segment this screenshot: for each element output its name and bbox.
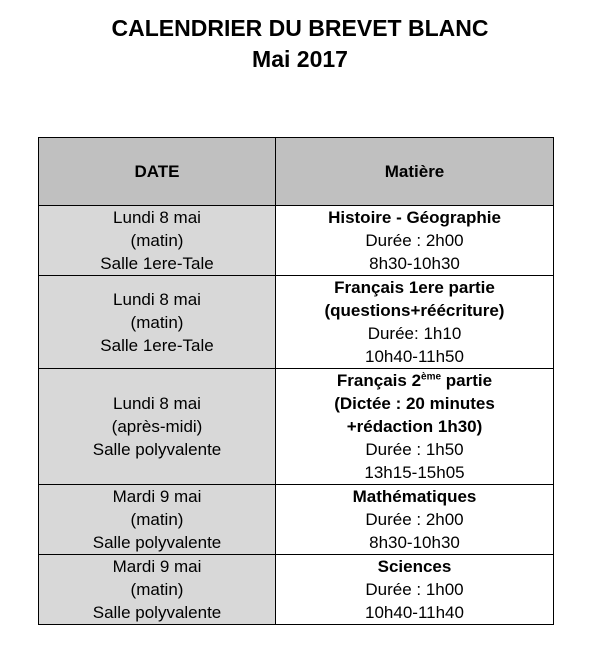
date-room: Salle polyvalente: [92, 533, 222, 552]
subject-cell: [276, 369, 554, 485]
page-subtitle: Mai 2017: [252, 46, 348, 72]
table-row: [39, 206, 554, 276]
subject-cell: [276, 276, 554, 369]
date-room: Salle 1ere-Tale: [100, 335, 214, 355]
column-header-subject: Matière: [276, 138, 554, 206]
date-day: Lundi 8 mai: [113, 394, 201, 413]
date-period: (matin): [130, 510, 184, 529]
subject-name-detail: (Dictée : 20 minutes: [334, 394, 495, 413]
table-header-row: [39, 138, 554, 206]
date-day: Lundi 8 mai: [113, 208, 201, 227]
subject-name: Français 1ere partie: [334, 278, 495, 297]
date-cell: [39, 206, 276, 276]
subject-time: 10h40-11h50: [365, 347, 464, 366]
date-day: Mardi 9 mai: [112, 557, 202, 576]
date-day: Lundi 8 mai: [113, 289, 201, 309]
date-room: Salle 1ere-Tale: [100, 254, 214, 273]
subject-name: [276, 369, 553, 392]
date-room: Salle polyvalente: [92, 603, 222, 622]
subject-name-post: partie: [441, 371, 493, 390]
subject-name: Histoire - Géographie: [328, 208, 501, 227]
page-title: CALENDRIER DU BREVET BLANC: [111, 15, 489, 41]
date-period: (après-midi): [111, 417, 203, 436]
subject-duration: Durée : 2h00: [365, 510, 464, 529]
date-cell: [39, 369, 276, 485]
subject-cell: [276, 485, 554, 555]
date-period: (matin): [130, 312, 184, 332]
date-cell: [39, 276, 276, 369]
subject-name-detail: (questions+réécriture): [324, 301, 505, 320]
date-day: Mardi 9 mai: [112, 487, 202, 506]
subject-time: 10h40-11h40: [365, 603, 464, 622]
subject-time: 8h30-10h30: [369, 254, 460, 273]
subject-name-detail: +rédaction 1h30): [346, 417, 483, 436]
subject-name-pre: Français 2: [336, 371, 422, 390]
subject-duration: Durée : 1h00: [365, 580, 464, 599]
date-cell: [39, 485, 276, 555]
subject-duration: Durée : 2h00: [365, 231, 464, 250]
column-header-date: DATE: [39, 138, 276, 206]
subject-time: 13h15-15h05: [364, 463, 465, 482]
table-row: [39, 369, 554, 485]
table-row: [39, 276, 554, 369]
subject-cell: [276, 555, 554, 625]
subject-cell: [276, 206, 554, 276]
exam-schedule-table: [38, 137, 554, 625]
subject-name: Mathématiques: [352, 487, 477, 506]
subject-duration: Durée: 1h10: [367, 324, 462, 343]
date-period: (matin): [130, 231, 184, 250]
subject-time: 8h30-10h30: [369, 533, 460, 552]
subject-name: Sciences: [377, 557, 452, 576]
table-row: [39, 485, 554, 555]
subject-name-sup: ème: [421, 371, 442, 383]
date-room: Salle polyvalente: [92, 440, 222, 459]
table-row: [39, 555, 554, 625]
subject-duration: Durée : 1h50: [365, 440, 464, 459]
date-cell: [39, 555, 276, 625]
date-period: (matin): [130, 580, 184, 599]
